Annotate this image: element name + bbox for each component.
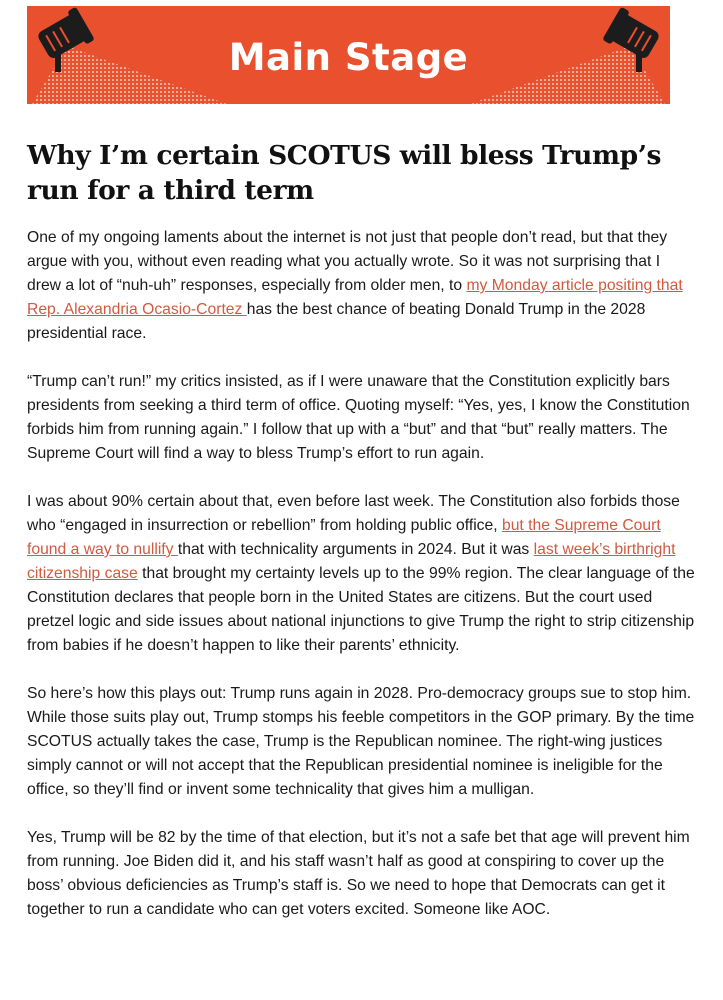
article-headline: Why I’m certain SCOTUS will bless Trump’s run for a third term <box>27 140 662 206</box>
paragraph-3-text-c: that brought my certainty levels up to the 99% region. The clear language of the Constitution declares that people born in the United States are citizens. But the court used pretzel logic and side issues about national injunctions to give Trump the right to strip citizenship from babies if he doesn’t happen to like their parents’ ethnicity. <box>27 565 695 654</box>
paragraph-5: Yes, Trump will be 82 by the time of that election, but it’s not a safe bet that age will prevent him from running. Joe Biden did it, and his staff wasn’t half as good at conspiring to cover up the boss’ obvious deficiencies as Trump’s staff is. So we need to hope that Democrats can get it together to run a candidate who can get voters excited. Someone like AOC. <box>27 829 690 918</box>
paragraph-2: “Trump can’t run!” my critics insisted, as if I were unaware that the Constitution explicitly bars presidents from seeking a third term of office. Quoting myself: “Yes, yes, I know the Constitution forbids him from running again.” I follow that up with a “but” and that “but” really matters. The Supreme Court will find a way to bless Trump’s effort to run again. <box>27 373 690 462</box>
article-body <box>27 226 697 946</box>
paragraph-3-text-a: I was about 90% certain about that, even before last week. The Constitution also forbids those who “engaged in insurrection or rebellion” from holding public office, <box>27 493 680 534</box>
banner-title: Main Stage <box>228 36 469 79</box>
paragraph-1-text-a: One of my ongoing laments about the internet is not just that people don’t read, but that they argue with you, without even reading what you actually wrote. So it was not surprising that I drew a lot of “nuh-uh” responses, especially from older men, to <box>27 229 668 294</box>
birthright-citizenship-link[interactable]: last week’s birthright citizenship case <box>27 541 676 582</box>
monday-article-link[interactable]: my Monday article positing that Rep. Alexandria Ocasio-Cortez <box>27 277 683 318</box>
supreme-court-nullify-link[interactable]: but the Supreme Court found a way to nullify <box>27 517 661 558</box>
paragraph-1-text-b: has the best chance of beating Donald Trump in the 2028 presidential race. <box>27 301 646 342</box>
paragraph-3 <box>27 490 697 658</box>
paragraph-3-text-b: that with technicality arguments in 2024. But it was <box>177 541 534 558</box>
paragraph-4: So here’s how this plays out: Trump runs again in 2028. Pro-democracy groups sue to stop him. While those suits play out, Trump stomps his feeble competitors in the GOP primary. By the time SCOTUS actually takes the case, Trump is the Republican nominee. The right-wing justices simply cannot or will not accept that the Republican presidential nominee is ineligible for the office, so they’ll find or invent some technicality that gives him a mulligan. <box>27 685 695 798</box>
main-stage-banner <box>27 6 670 104</box>
paragraph-1 <box>27 226 697 346</box>
